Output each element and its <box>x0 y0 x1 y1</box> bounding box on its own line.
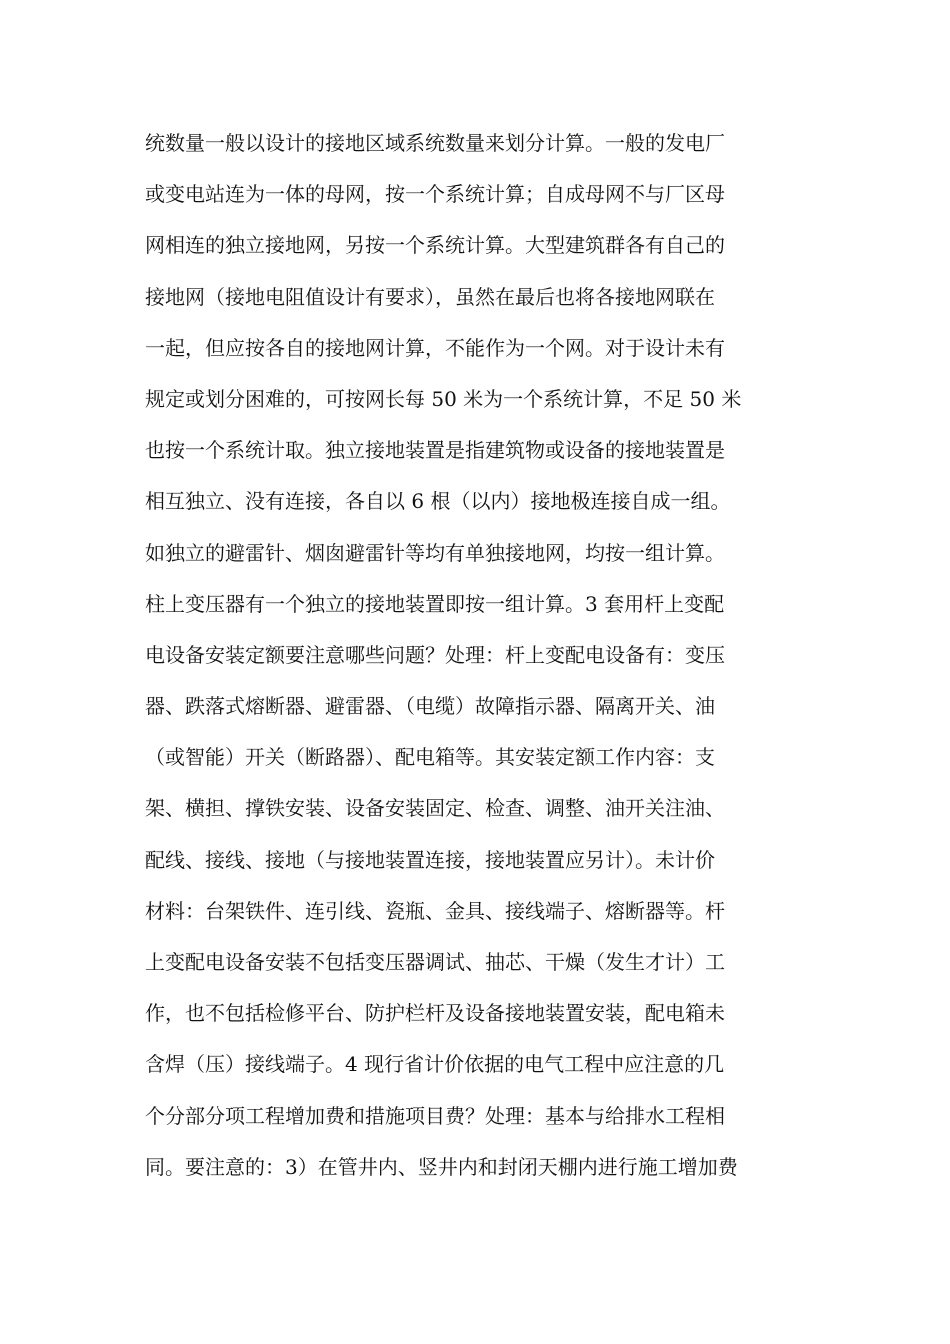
text-line: 统数量一般以设计的接地区域系统数量来划分计算。一般的发电厂 <box>145 131 725 155</box>
text-line: 柱上变压器有一个独立的接地装置即按一组计算。3 套用杆上变配 <box>145 591 725 616</box>
text-line: 规定或划分困难的，可按网长每 50 米为一个系统计算，不足 50 米 <box>145 386 742 411</box>
text-line: 个分部分项工程增加费和措施项目费？处理：基本与给排水工程相 <box>145 1103 725 1128</box>
text-line: 相互独立、没有连接，各自以 6 根（以内）接地极连接自成一组。 <box>145 489 731 514</box>
text-line: 架、横担、撑铁安装、设备安装固定、检查、调整、油开关注油、 <box>145 796 725 821</box>
text-line: 或变电站连为一体的母网，按一个系统计算；自成母网不与厂区母 <box>145 182 725 207</box>
text-line: 含焊（压）接线端子。4 现行省计价依据的电气工程中应注意的几 <box>145 1052 725 1077</box>
text-line: 材料：台架铁件、连引线、瓷瓶、金具、接线端子、熔断器等。杆 <box>145 898 725 923</box>
text-line: 也按一个系统计取。独立接地装置是指建筑物或设备的接地装置是 <box>145 438 725 463</box>
text-line: 电设备安装定额要注意哪些问题？处理：杆上变配电设备有：变压 <box>145 642 725 667</box>
text-line: 一起，但应按各自的接地网计算，不能作为一个网。对于设计未有 <box>145 335 725 360</box>
text-line: 同。要注意的：3）在管井内、竖井内和封闭天棚内进行施工增加费 <box>145 1154 738 1179</box>
text-line: 接地网（接地电阻值设计有要求），虽然在最后也将各接地网联在 <box>145 284 715 309</box>
text-line: 器、跌落式熔断器、避雷器、（电缆）故障指示器、隔离开关、油 <box>145 694 715 719</box>
body-paragraph <box>145 118 815 1193</box>
text-line: 配线、接线、接地（与接地装置连接，接地装置应另计）。未计价 <box>145 847 715 872</box>
text-line: 如独立的避雷针、烟囱避雷针等均有单独接地网，均按一组计算。 <box>145 540 725 565</box>
text-line: （或智能）开关（断路器）、配电箱等。其安装定额工作内容：支 <box>145 745 715 770</box>
text-line: 作，也不包括检修平台、防护栏杆及设备接地装置安装，配电箱未 <box>145 1001 725 1026</box>
text-line: 网相连的独立接地网，另按一个系统计算。大型建筑群各有自己的 <box>145 233 725 258</box>
text-line: 上变配电设备安装不包括变压器调试、抽芯、干燥（发生才计）工 <box>145 950 725 974</box>
